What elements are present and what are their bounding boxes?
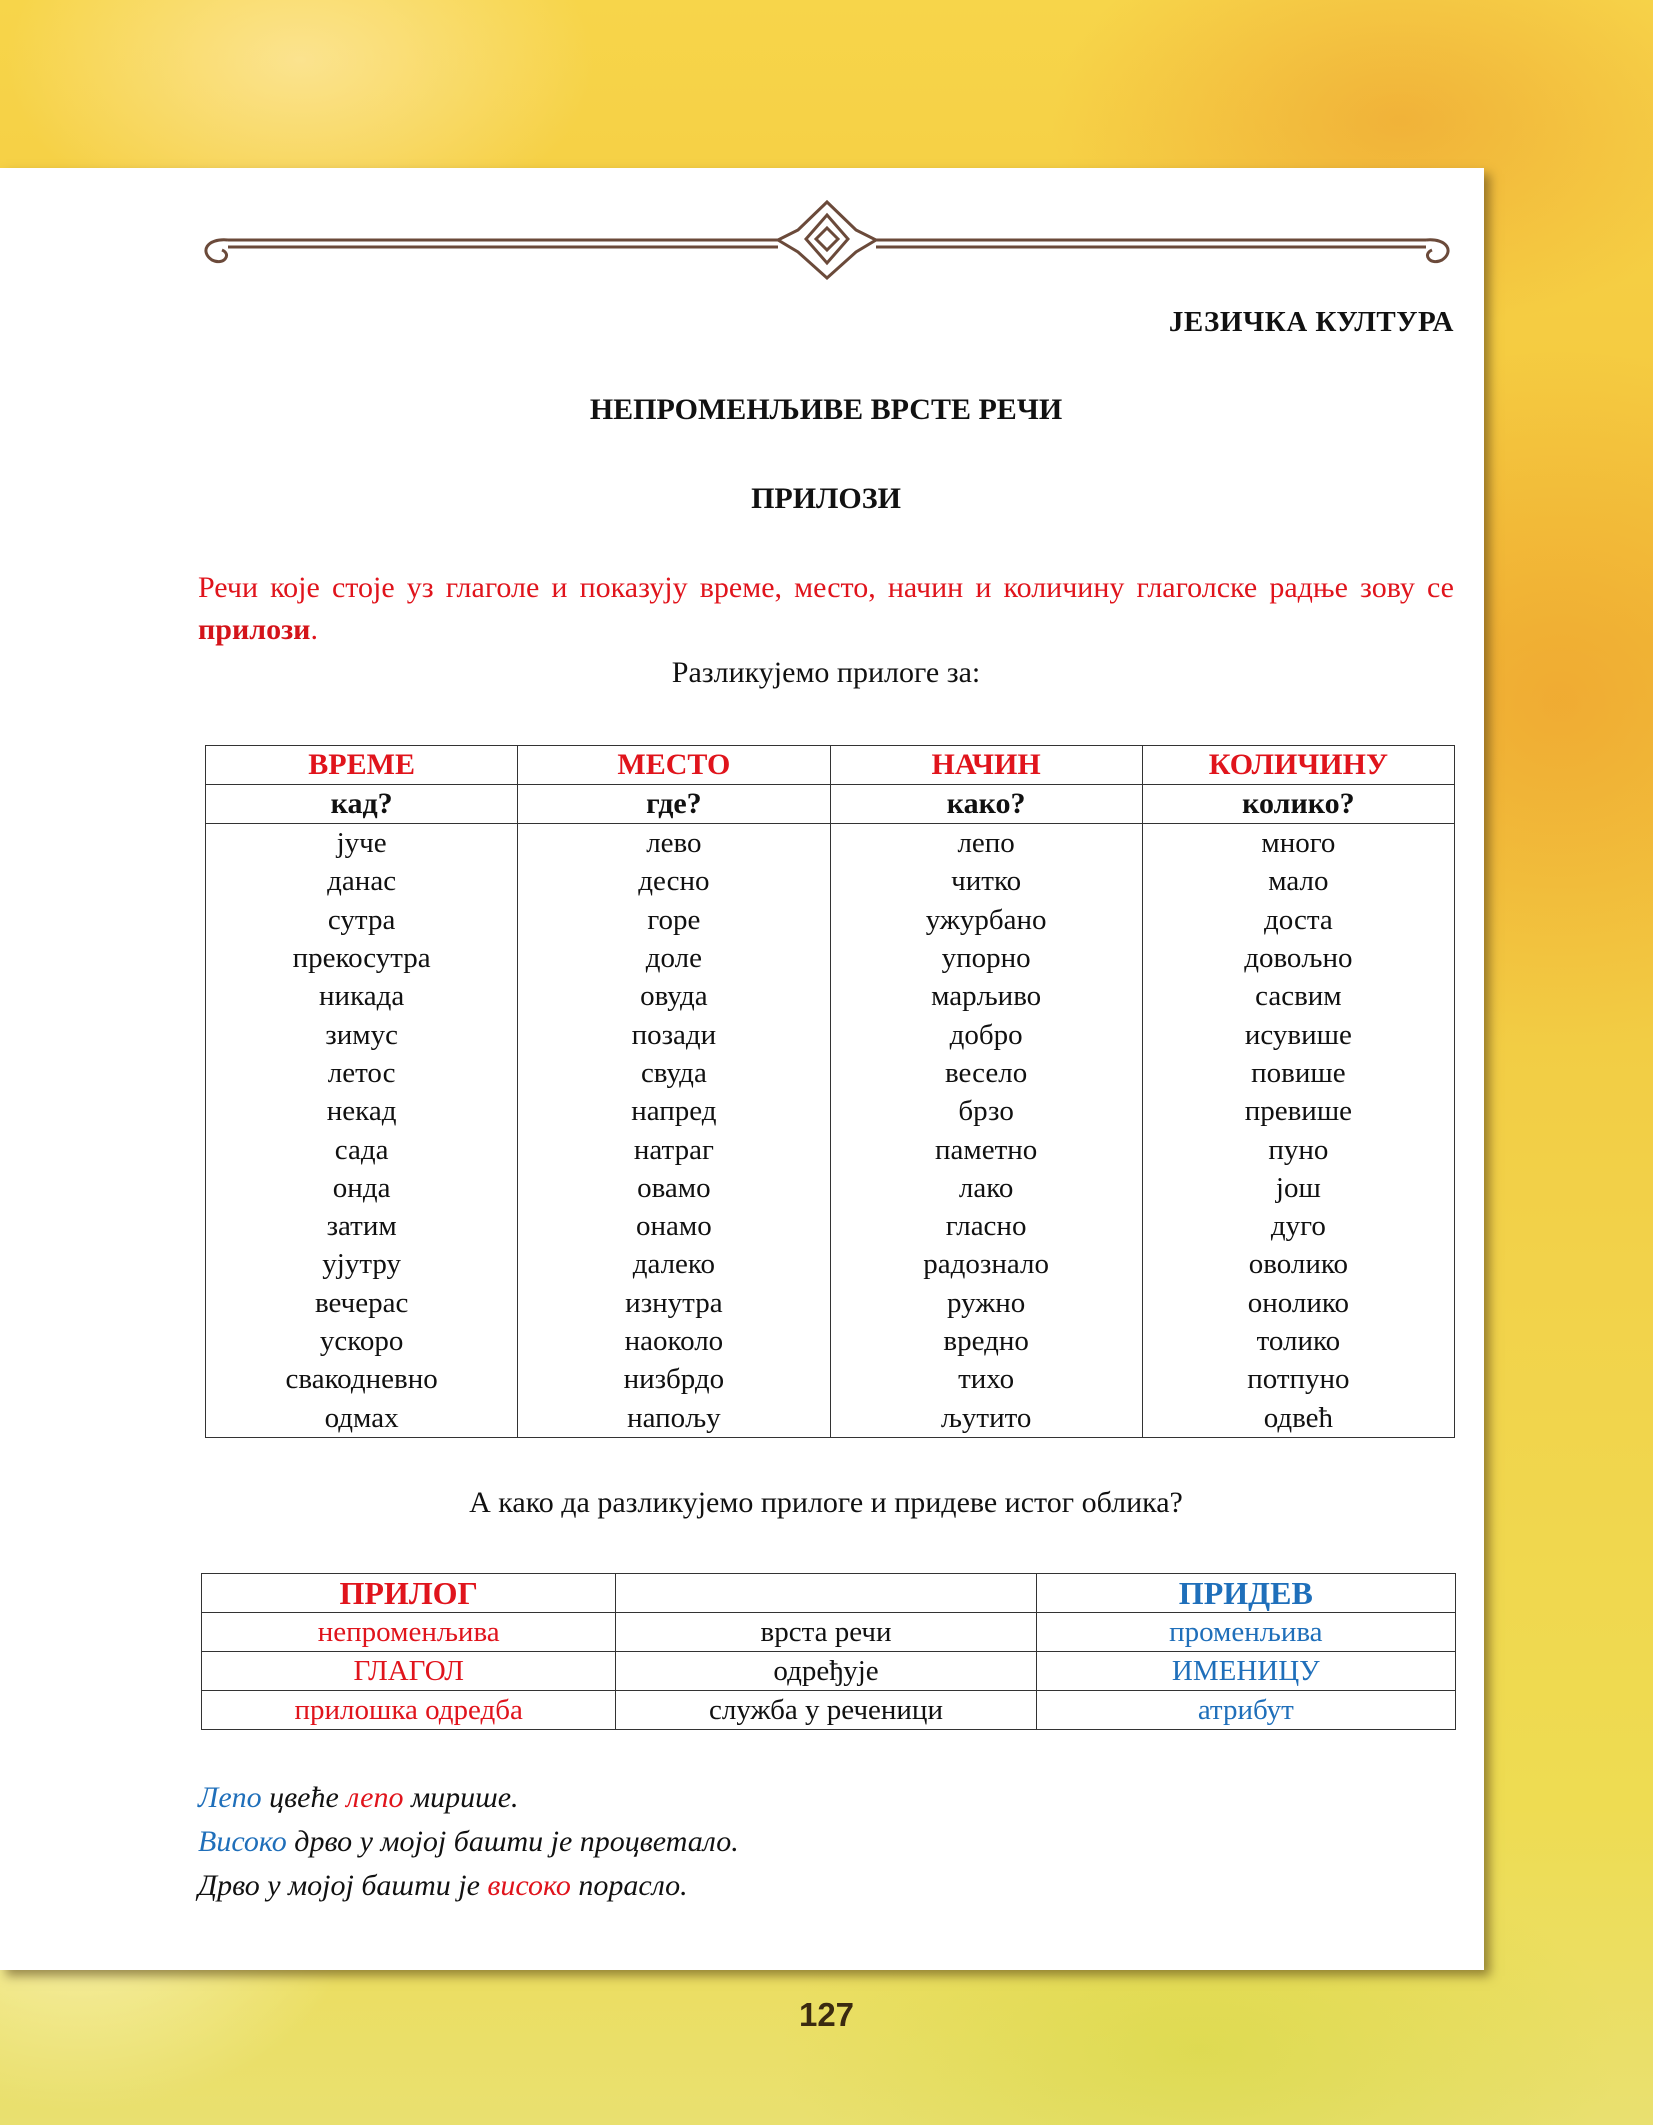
adverb-manner: гласно: [830, 1207, 1142, 1245]
adverb-quantity: пуно: [1142, 1130, 1454, 1168]
header-time: ВРЕМЕ: [206, 746, 518, 785]
adverb-manner: читко: [830, 862, 1142, 900]
adverb-place: овамо: [518, 1169, 830, 1207]
adverb-place: онамо: [518, 1207, 830, 1245]
property-label: врста речи: [616, 1613, 1036, 1652]
adverb-place: напред: [518, 1092, 830, 1130]
adverb-place: свуда: [518, 1054, 830, 1092]
adverb-quantity: одвећ: [1142, 1398, 1454, 1437]
adverb-time: одмах: [206, 1398, 518, 1437]
adverb-word: високо: [487, 1869, 571, 1902]
decorative-ornament: [198, 190, 1456, 280]
adverb-manner: упорно: [830, 939, 1142, 977]
example-sentences: [198, 1776, 1454, 1908]
question-place: где?: [518, 785, 830, 824]
table-row: [206, 1130, 1455, 1168]
adverb-manner: добро: [830, 1015, 1142, 1053]
table-row: [206, 1015, 1455, 1053]
header-adjective: ПРИДЕВ: [1036, 1574, 1455, 1613]
adverb-place: изнутра: [518, 1284, 830, 1322]
definition-bold-term: прилози: [198, 613, 311, 646]
adverb-manner: ружно: [830, 1284, 1142, 1322]
adverb-manner: паметно: [830, 1130, 1142, 1168]
adverb-place: позади: [518, 1015, 830, 1053]
sentence-text: мирише.: [403, 1781, 519, 1814]
header-middle: [616, 1574, 1036, 1613]
adjective-word: Високо: [198, 1825, 287, 1858]
adverb-manner: тихо: [830, 1360, 1142, 1398]
page-title: НЕПРОМЕНЉИВЕ ВРСТЕ РЕЧИ: [589, 393, 1063, 426]
adverb-time: сада: [206, 1130, 518, 1168]
property-label: одређује: [616, 1652, 1036, 1691]
adverb-place: доле: [518, 939, 830, 977]
example-sentence: [198, 1864, 1454, 1908]
sentence-text: порасло.: [570, 1869, 688, 1902]
adverb-quantity: довољно: [1142, 939, 1454, 977]
adverb-manner: лепо: [830, 824, 1142, 863]
adverb-place: наоколо: [518, 1322, 830, 1360]
adjective-property: ИМЕНИЦУ: [1036, 1652, 1455, 1691]
adverb-place: далеко: [518, 1245, 830, 1283]
table-row: [206, 977, 1455, 1015]
table-row: [206, 1322, 1455, 1360]
adverb-place: десно: [518, 862, 830, 900]
adverb-table: [205, 745, 1455, 1438]
adverb-time: свакодневно: [206, 1360, 518, 1398]
adverb-word: лепо: [346, 1781, 404, 1814]
adverb-quantity: много: [1142, 824, 1454, 863]
adverb-quantity: превише: [1142, 1092, 1454, 1130]
adverb-quantity: потпуно: [1142, 1360, 1454, 1398]
adverb-manner: весело: [830, 1054, 1142, 1092]
header-adverb: ПРИЛОГ: [202, 1574, 616, 1613]
adverb-time: никада: [206, 977, 518, 1015]
adverb-time: зимус: [206, 1015, 518, 1053]
adverb-time: данас: [206, 862, 518, 900]
sentence-text: дрво у мојој башти је процветало.: [286, 1825, 739, 1858]
header-quantity: КОЛИЧИНУ: [1142, 746, 1454, 785]
table-row: [206, 1284, 1455, 1322]
example-sentence: [198, 1820, 1454, 1864]
table-row: [206, 1207, 1455, 1245]
adverb-time: онда: [206, 1169, 518, 1207]
comparison-table: [201, 1573, 1456, 1730]
adverb-quantity: исувише: [1142, 1015, 1454, 1053]
adverb-quantity: сасвим: [1142, 977, 1454, 1015]
header-manner: НАЧИН: [830, 746, 1142, 785]
adverb-manner: ужурбано: [830, 901, 1142, 939]
adverb-place: напољу: [518, 1398, 830, 1437]
adverb-quantity: повише: [1142, 1054, 1454, 1092]
distinguish-line: Разликујемо прилоге за:: [671, 656, 981, 689]
adverb-time: затим: [206, 1207, 518, 1245]
adverb-time: прекосутра: [206, 939, 518, 977]
table-row: [206, 901, 1455, 939]
definition-text: Речи које стоје уз глаголе и показују време, место, начин и количину глаголске радње зову се: [198, 571, 1454, 604]
table-row: [206, 939, 1455, 977]
adverb-quantity: мало: [1142, 862, 1454, 900]
adverb-time: сутра: [206, 901, 518, 939]
adverb-table-body: [206, 824, 1455, 1438]
adverb-manner: марљиво: [830, 977, 1142, 1015]
adverb-time: летос: [206, 1054, 518, 1092]
adverb-time: ускоро: [206, 1322, 518, 1360]
adverb-time: јуче: [206, 824, 518, 863]
table-row: [206, 824, 1455, 863]
adjective-property: променљива: [1036, 1613, 1455, 1652]
adverb-quantity: толико: [1142, 1322, 1454, 1360]
adverb-quantity: дуго: [1142, 1207, 1454, 1245]
adverb-place: натраг: [518, 1130, 830, 1168]
adjective-word: Лепо: [198, 1781, 262, 1814]
adverb-manner: љутито: [830, 1398, 1142, 1437]
adverb-quantity: онолико: [1142, 1284, 1454, 1322]
page-number: 127: [798, 1996, 855, 2033]
adverb-quantity: доста: [1142, 901, 1454, 939]
question-line: А како да разликујемо прилоге и придеве истог облика?: [469, 1486, 1183, 1519]
table-row: [206, 1169, 1455, 1207]
table-row: [206, 1092, 1455, 1130]
adverb-time: некад: [206, 1092, 518, 1130]
section-label: ЈЕЗИЧКА КУЛТУРА: [1168, 306, 1454, 338]
adverb-time: ујутру: [206, 1245, 518, 1283]
adverb-quantity: још: [1142, 1169, 1454, 1207]
adverb-property: ГЛАГОЛ: [202, 1652, 616, 1691]
table-row: [206, 862, 1455, 900]
question-manner: како?: [830, 785, 1142, 824]
question-quantity: колико?: [1142, 785, 1454, 824]
sentence-text: Дрво у мојој башти је: [198, 1869, 488, 1902]
header-place: МЕСТО: [518, 746, 830, 785]
adverb-property: непроменљива: [202, 1613, 616, 1652]
page-subtitle: ПРИЛОЗИ: [751, 482, 901, 515]
adverb-manner: лако: [830, 1169, 1142, 1207]
sentence-text: цвеће: [261, 1781, 347, 1814]
adverb-place: лево: [518, 824, 830, 863]
definition-end: .: [310, 613, 318, 646]
question-time: кад?: [206, 785, 518, 824]
adverb-manner: вредно: [830, 1322, 1142, 1360]
adverb-manner: брзо: [830, 1092, 1142, 1130]
adverb-quantity: оволико: [1142, 1245, 1454, 1283]
definition-paragraph: [198, 567, 1454, 651]
adverb-time: вечерас: [206, 1284, 518, 1322]
adverb-place: низбрдо: [518, 1360, 830, 1398]
adverb-property: прилошка одредба: [202, 1691, 616, 1730]
adverb-place: овуда: [518, 977, 830, 1015]
table-row: [206, 1398, 1455, 1437]
adjective-property: атрибут: [1036, 1691, 1455, 1730]
table-row: [206, 1360, 1455, 1398]
property-label: служба у реченици: [616, 1691, 1036, 1730]
adverb-place: горе: [518, 901, 830, 939]
table-row: [206, 1245, 1455, 1283]
table-row: [206, 1054, 1455, 1092]
adverb-manner: радознало: [830, 1245, 1142, 1283]
example-sentence: [198, 1776, 1454, 1820]
